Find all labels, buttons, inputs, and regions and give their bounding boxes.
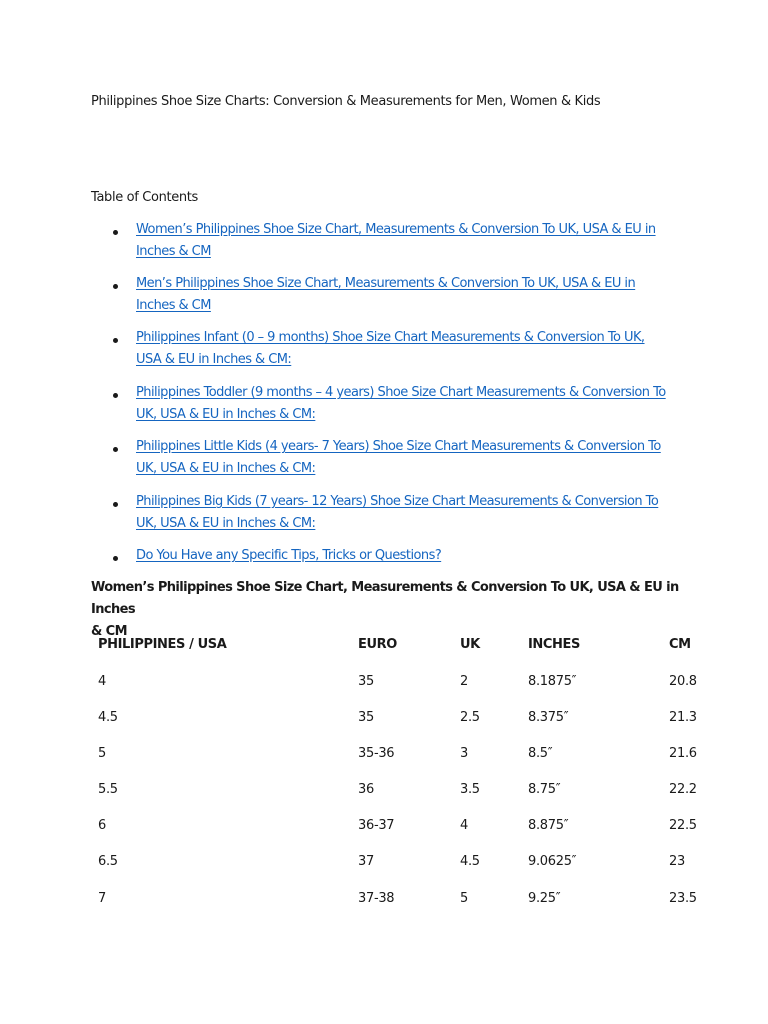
toc-link-line: Philippines Infant (0 – 9 months) Shoe Size Chart Measurements & Conversion To UK,	[136, 330, 645, 345]
column-header: CM	[669, 637, 691, 652]
table-cell: 35	[358, 674, 374, 689]
table-cell: 8.375″	[528, 710, 569, 725]
table-cell: 21.3	[669, 710, 697, 725]
toc-link-line: Women’s Philippines Shoe Size Chart, Measurements & Conversion To UK, USA & EU in	[136, 222, 656, 237]
column-header: EURO	[358, 637, 397, 652]
table-cell: 5	[98, 746, 106, 761]
toc-heading: Table of Contents	[91, 190, 198, 205]
table-row	[98, 892, 718, 910]
toc-link-infant-chart[interactable]	[136, 327, 676, 371]
toc-link-line: Do You Have any Specific Tips, Tricks or Questions?	[136, 548, 442, 563]
toc-link-line: Men’s Philippines Shoe Size Chart, Measurements & Conversion To UK, USA & EU in	[136, 276, 636, 291]
toc-link-line: Philippines Big Kids (7 years- 12 Years) Shoe Size Chart Measurements & Conversion To	[136, 494, 659, 509]
table-cell: 4.5	[460, 854, 480, 869]
section-heading-line: & CM	[91, 624, 127, 639]
toc-link-tips-questions[interactable]	[136, 545, 676, 567]
table-row	[98, 855, 718, 873]
table-cell: 36	[358, 782, 374, 797]
bullet-icon	[113, 230, 118, 235]
table-cell: 8.5″	[528, 746, 553, 761]
bullet-icon	[113, 338, 118, 343]
table-cell: 22.2	[669, 782, 697, 797]
table-cell: 35-36	[358, 746, 395, 761]
table-cell: 6	[98, 818, 106, 833]
toc-link-line: UK, USA & EU in Inches & CM:	[136, 461, 316, 476]
section-heading	[91, 577, 691, 643]
table-cell: 35	[358, 710, 374, 725]
table-cell: 5.5	[98, 782, 118, 797]
document-title: Philippines Shoe Size Charts: Conversion & Measurements for Men, Women & Kids	[91, 94, 601, 109]
table-header-row	[98, 638, 718, 656]
table-row	[98, 675, 718, 693]
table-cell: 9.25″	[528, 891, 561, 906]
bullet-icon	[113, 284, 118, 289]
table-cell: 6.5	[98, 854, 118, 869]
table-row	[98, 819, 718, 837]
table-cell: 37-38	[358, 891, 395, 906]
toc-link-mens-chart[interactable]	[136, 273, 676, 317]
table-cell: 21.6	[669, 746, 697, 761]
table-cell: 7	[98, 891, 106, 906]
table-cell: 2.5	[460, 710, 480, 725]
table-cell: 23.5	[669, 891, 697, 906]
table-cell: 20.8	[669, 674, 697, 689]
table-cell: 4	[460, 818, 468, 833]
column-header: UK	[460, 637, 480, 652]
toc-link-little-kids-chart[interactable]	[136, 436, 676, 480]
table-cell: 3	[460, 746, 468, 761]
toc-link-toddler-chart[interactable]	[136, 382, 676, 426]
table-cell: 23	[669, 854, 685, 869]
bullet-icon	[113, 393, 118, 398]
table-cell: 4.5	[98, 710, 118, 725]
table-cell: 5	[460, 891, 468, 906]
table-cell: 8.75″	[528, 782, 561, 797]
table-cell: 22.5	[669, 818, 697, 833]
table-cell: 2	[460, 674, 468, 689]
column-header: INCHES	[528, 637, 580, 652]
bullet-icon	[113, 502, 118, 507]
toc-link-line: UK, USA & EU in Inches & CM:	[136, 516, 316, 531]
toc-link-big-kids-chart[interactable]	[136, 491, 676, 535]
toc-link-line: Inches & CM	[136, 298, 211, 313]
toc-link-line: Philippines Little Kids (4 years- 7 Years) Shoe Size Chart Measurements & Conversion To	[136, 439, 661, 454]
table-cell: 8.1875″	[528, 674, 577, 689]
table-row	[98, 747, 718, 765]
table-row	[98, 711, 718, 729]
toc-link-line: UK, USA & EU in Inches & CM:	[136, 407, 316, 422]
bullet-icon	[113, 556, 118, 561]
toc-link-line: Philippines Toddler (9 months – 4 years) Shoe Size Chart Measurements & Conversion To	[136, 385, 666, 400]
table-cell: 4	[98, 674, 106, 689]
toc-link-line: USA & EU in Inches & CM:	[136, 352, 292, 367]
table-row	[98, 783, 718, 801]
section-heading-line: Women’s Philippines Shoe Size Chart, Measurements & Conversion To UK, USA & EU in Inches	[91, 580, 679, 617]
toc-link-line: Inches & CM	[136, 244, 211, 259]
table-cell: 9.0625″	[528, 854, 577, 869]
table-cell: 36-37	[358, 818, 395, 833]
toc-link-womens-chart[interactable]	[136, 219, 676, 263]
table-cell: 37	[358, 854, 374, 869]
table-cell: 8.875″	[528, 818, 569, 833]
column-header: PHILIPPINES / USA	[98, 637, 227, 652]
bullet-icon	[113, 447, 118, 452]
table-cell: 3.5	[460, 782, 480, 797]
